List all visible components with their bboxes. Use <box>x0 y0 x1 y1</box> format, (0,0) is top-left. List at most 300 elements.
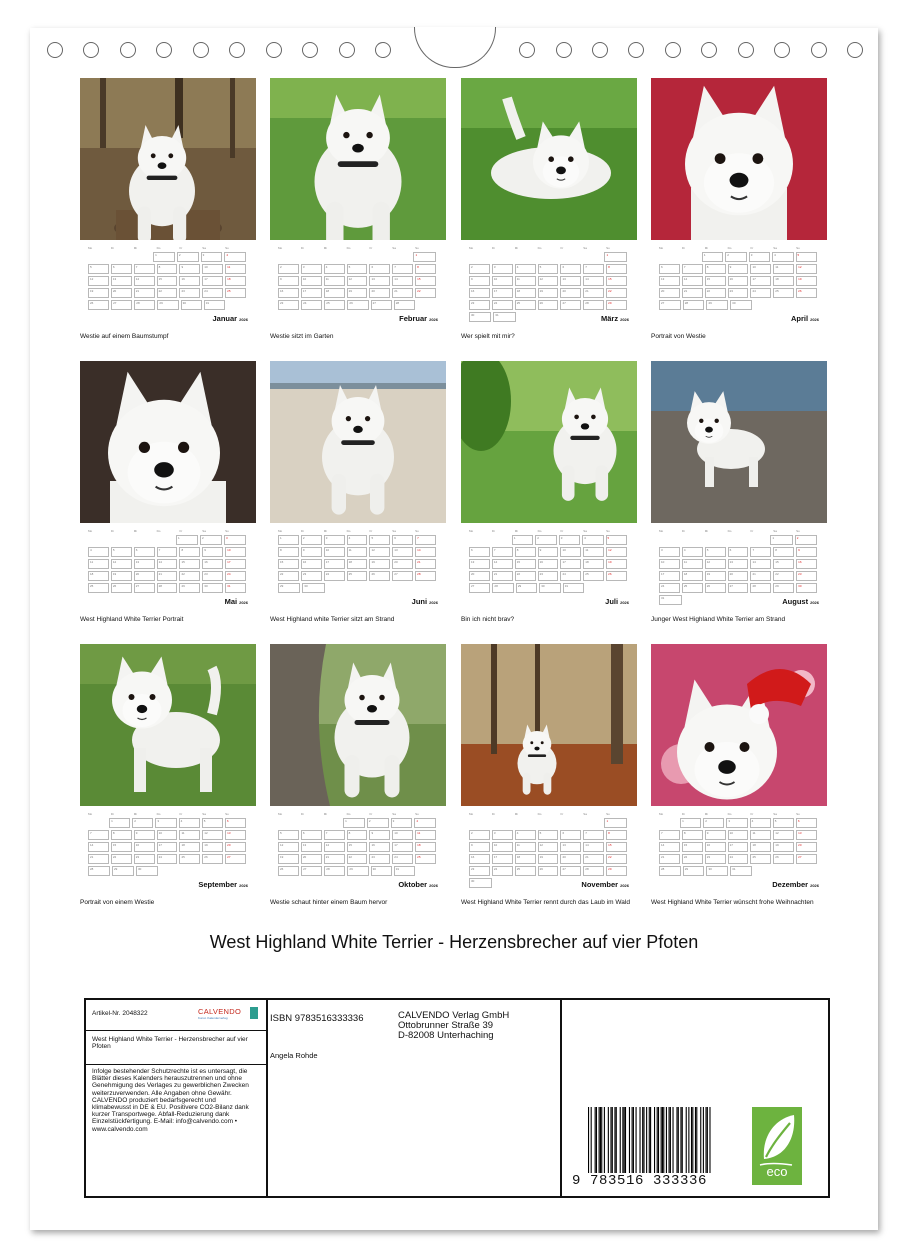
day-cell: 10 <box>301 276 322 286</box>
weekday-label: Di <box>110 246 114 250</box>
day-cell: 23 <box>301 571 322 581</box>
dog-photo <box>651 78 827 240</box>
day-cell: 10 <box>728 830 749 840</box>
day-cell: 23 <box>179 288 200 298</box>
day-cell <box>540 312 560 322</box>
day-cell: 1 <box>109 818 130 828</box>
day-cell: 3 <box>492 830 513 840</box>
calendar-title: West Highland White Terrier - Herzensbrecher auf vier Pfoten <box>209 932 699 952</box>
day-cell: 24 <box>750 288 771 298</box>
eco-label: eco <box>766 1164 788 1179</box>
weekday-label: So <box>796 529 800 533</box>
author: Angela Rohde <box>270 1051 318 1060</box>
day-cell: 20 <box>728 571 749 581</box>
day-cell: 28 <box>88 866 110 876</box>
day-cell: 15 <box>773 559 794 569</box>
binding-ring <box>266 42 282 58</box>
day-cell: 1 <box>343 818 365 828</box>
day-cell: 25 <box>583 571 604 581</box>
day-cell: 9 <box>705 830 726 840</box>
month-calendar-grid <box>659 812 819 877</box>
month-calendar-grid <box>659 246 819 311</box>
day-cell: 22 <box>347 854 368 864</box>
month-calendar-grid <box>469 529 629 594</box>
day-cell: 8 <box>111 830 132 840</box>
day-cell: 31 <box>493 312 515 322</box>
day-cell: 9 <box>202 547 223 557</box>
weekday-label: Do <box>156 246 161 250</box>
article-number: 2048322 <box>122 1010 148 1017</box>
day-cell: 21 <box>157 571 178 581</box>
day-cell: 16 <box>202 559 223 569</box>
binding-ring <box>339 42 355 58</box>
day-cell: 30 <box>469 312 491 322</box>
day-cell: 19 <box>796 276 817 286</box>
day-cell: 10 <box>659 559 680 569</box>
day-cell: 16 <box>469 288 490 298</box>
day-cell: 7 <box>659 830 680 840</box>
binding-ring <box>847 42 863 58</box>
day-cell: 2 <box>132 818 153 828</box>
day-cell: 21 <box>682 288 703 298</box>
day-cell: 8 <box>415 264 436 274</box>
day-cell: 17 <box>728 842 749 852</box>
binding-ring <box>519 42 535 58</box>
day-cell: 19 <box>773 842 794 852</box>
day-cell <box>301 252 322 262</box>
day-cell: 4 <box>88 547 109 557</box>
photo-caption: Westie sitzt im Garten <box>270 333 334 340</box>
day-cell: 2 <box>367 818 389 828</box>
day-cell: 17 <box>202 276 223 286</box>
day-cell: 29 <box>773 583 794 593</box>
weekday-label: Do <box>537 529 542 533</box>
day-cell: 18 <box>347 559 368 569</box>
day-cell <box>754 300 774 310</box>
weekday-label: Mo <box>659 246 664 250</box>
month-name: Oktober 2026 <box>398 880 438 889</box>
day-cell: 6 <box>225 818 246 828</box>
day-cell: 11 <box>515 276 536 286</box>
day-cell: 10 <box>202 264 223 274</box>
weekday-label: Mo <box>659 529 664 533</box>
day-cell: 29 <box>179 583 200 593</box>
day-cell: 30 <box>136 866 158 876</box>
day-cell: 4 <box>682 547 703 557</box>
day-cell: 7 <box>583 264 604 274</box>
day-cell: 26 <box>606 571 627 581</box>
day-cell <box>797 300 817 310</box>
day-cell: 1 <box>604 252 627 262</box>
dog-photo <box>270 644 446 806</box>
day-cell: 15 <box>179 559 200 569</box>
dog-photo <box>461 78 637 240</box>
day-cell <box>751 595 772 605</box>
day-cell: 25 <box>324 300 345 310</box>
day-cell: 6 <box>301 830 322 840</box>
day-cell: 10 <box>560 547 581 557</box>
weekday-label: Di <box>491 246 495 250</box>
day-cell <box>416 583 436 593</box>
day-cell: 19 <box>538 854 559 864</box>
dog-photo <box>651 361 827 523</box>
weekday-label: Sa <box>392 246 396 250</box>
day-cell: 12 <box>606 547 627 557</box>
weekday-label: So <box>225 246 229 250</box>
day-cell: 26 <box>202 854 223 864</box>
photo-caption: West Highland white Terrier sitzt am Strand <box>270 616 395 623</box>
day-cell <box>776 866 796 876</box>
day-cell <box>110 535 130 545</box>
day-cell: 23 <box>728 288 749 298</box>
day-cell: 5 <box>88 264 109 274</box>
day-cell: 14 <box>157 559 178 569</box>
day-cell: 2 <box>469 830 490 840</box>
day-cell: 20 <box>560 854 581 864</box>
day-cell: 25 <box>415 854 436 864</box>
day-cell: 26 <box>705 583 726 593</box>
day-cell: 26 <box>278 866 299 876</box>
photo-caption: Wer spielt mit mir? <box>461 333 515 340</box>
weekday-label: Di <box>681 246 685 250</box>
dog-photo <box>270 78 446 240</box>
weekday-label: Fr <box>369 812 373 816</box>
month-name: November 2026 <box>581 880 629 889</box>
weekday-label: Di <box>681 529 685 533</box>
day-cell: 12 <box>278 842 299 852</box>
day-cell: 27 <box>560 300 581 310</box>
weekday-label: Mi <box>704 812 708 816</box>
day-cell: 23 <box>202 571 223 581</box>
day-cell: 7 <box>324 830 345 840</box>
day-cell: 28 <box>683 300 705 310</box>
weekday-label: Mi <box>323 246 327 250</box>
day-cell: 7 <box>88 830 109 840</box>
day-cell: 20 <box>659 288 680 298</box>
day-cell: 6 <box>728 547 749 557</box>
day-cell: 15 <box>157 276 178 286</box>
day-cell: 19 <box>278 854 299 864</box>
month-calendar-grid <box>278 246 438 311</box>
day-cell: 3 <box>201 252 223 262</box>
day-cell <box>704 535 724 545</box>
day-cell: 27 <box>301 866 322 876</box>
dog-photo <box>80 78 256 240</box>
month-name: August 2026 <box>782 597 819 606</box>
day-cell <box>368 252 389 262</box>
day-cell: 6 <box>392 535 413 545</box>
day-cell: 12 <box>773 830 794 840</box>
day-cell: 13 <box>369 276 390 286</box>
weekday-label: So <box>796 812 800 816</box>
day-cell: 2 <box>278 264 299 274</box>
day-cell: 8 <box>682 830 703 840</box>
day-cell: 29 <box>278 583 300 593</box>
day-cell: 2 <box>200 535 222 545</box>
day-cell: 18 <box>88 571 109 581</box>
day-cell: 14 <box>583 842 604 852</box>
day-cell: 20 <box>469 571 490 581</box>
day-cell <box>154 535 174 545</box>
weekday-label: Sa <box>392 529 396 533</box>
day-cell: 4 <box>179 818 200 828</box>
photo-caption: Westie schaut hinter einem Baum hervor <box>270 899 388 906</box>
day-cell: 19 <box>202 842 223 852</box>
day-cell: 24 <box>157 854 178 864</box>
day-cell: 11 <box>773 264 794 274</box>
weekday-label: Di <box>300 529 304 533</box>
weekday-label: Mi <box>133 812 137 816</box>
day-cell: 20 <box>392 559 413 569</box>
day-cell: 3 <box>224 535 246 545</box>
day-cell <box>494 878 515 888</box>
weekday-label: So <box>415 529 419 533</box>
day-cell: 22 <box>606 288 627 298</box>
day-cell: 31 <box>659 595 682 605</box>
day-cell <box>582 818 603 828</box>
day-cell: 19 <box>88 288 109 298</box>
day-cell: 4 <box>750 818 771 828</box>
day-cell: 24 <box>202 288 223 298</box>
weekday-label: Fr <box>750 529 754 533</box>
day-cell <box>514 818 535 828</box>
day-cell: 18 <box>750 842 771 852</box>
weekday-label: Di <box>110 812 114 816</box>
weekday-label: Do <box>727 812 732 816</box>
binding-ring <box>592 42 608 58</box>
dog-photo <box>270 361 446 523</box>
day-cell: 7 <box>583 830 604 840</box>
day-cell: 31 <box>204 300 225 310</box>
day-cell: 10 <box>750 264 771 274</box>
day-cell: 29 <box>157 300 178 310</box>
day-cell: 23 <box>538 571 559 581</box>
day-cell: 23 <box>796 571 817 581</box>
day-cell: 20 <box>111 288 132 298</box>
weekday-label: Do <box>346 812 351 816</box>
day-cell: 5 <box>202 818 223 828</box>
weekday-label: Fr <box>750 812 754 816</box>
day-cell: 30 <box>371 866 392 876</box>
day-cell <box>371 583 391 593</box>
weekday-label: Sa <box>202 529 206 533</box>
day-cell: 2 <box>535 535 556 545</box>
day-cell: 6 <box>659 264 680 274</box>
weekday-label: Fr <box>750 246 754 250</box>
day-cell <box>729 595 750 605</box>
day-cell <box>726 535 746 545</box>
day-cell: 22 <box>278 571 299 581</box>
weekday-label: Mi <box>704 529 708 533</box>
day-cell: 10 <box>492 276 513 286</box>
day-cell: 18 <box>225 276 246 286</box>
weekday-label: Do <box>537 812 542 816</box>
day-cell: 2 <box>177 252 199 262</box>
day-cell: 4 <box>772 252 793 262</box>
day-cell: 25 <box>179 854 200 864</box>
day-cell: 19 <box>538 288 559 298</box>
photo-caption: Bin ich nicht brav? <box>461 616 515 623</box>
day-cell: 5 <box>705 547 726 557</box>
day-cell: 25 <box>225 288 246 298</box>
photo-caption: West Highland White Terrier Portrait <box>80 616 184 623</box>
weekday-label: Fr <box>369 246 373 250</box>
day-cell: 25 <box>347 571 368 581</box>
day-cell: 6 <box>369 264 390 274</box>
weekday-label: Mo <box>469 529 474 533</box>
day-cell: 14 <box>682 276 703 286</box>
day-cell: 12 <box>111 559 132 569</box>
day-cell: 27 <box>392 571 413 581</box>
day-cell: 28 <box>157 583 178 593</box>
day-cell: 18 <box>682 571 703 581</box>
day-cell <box>561 878 582 888</box>
day-cell: 10 <box>492 842 513 852</box>
day-cell: 1 <box>770 535 792 545</box>
day-cell <box>776 300 796 310</box>
weekday-label: Mi <box>514 246 518 250</box>
day-cell: 9 <box>134 830 155 840</box>
isbn-barcode <box>588 1107 714 1173</box>
weekday-label: Sa <box>773 529 777 533</box>
barcode-digits: 9 783516 333336 <box>572 1173 708 1189</box>
day-cell: 6 <box>796 818 817 828</box>
photo-caption: Westie auf einem Baumstumpf <box>80 333 169 340</box>
binding-ring <box>156 42 172 58</box>
day-cell: 14 <box>134 276 155 286</box>
day-cell <box>469 818 490 828</box>
day-cell: 26 <box>111 583 132 593</box>
day-cell: 8 <box>515 547 536 557</box>
day-cell: 8 <box>278 547 299 557</box>
day-cell: 16 <box>705 842 726 852</box>
day-cell: 16 <box>369 842 390 852</box>
weekday-label: Mi <box>704 246 708 250</box>
day-cell: 25 <box>88 583 109 593</box>
day-cell: 25 <box>750 854 771 864</box>
day-cell: 18 <box>515 854 536 864</box>
day-cell: 1 <box>604 818 627 828</box>
weekday-label: Mi <box>514 529 518 533</box>
day-cell <box>539 878 560 888</box>
day-cell: 24 <box>728 854 749 864</box>
day-cell: 20 <box>134 571 155 581</box>
day-cell: 28 <box>324 866 345 876</box>
weekday-label: Mo <box>278 812 283 816</box>
day-cell: 19 <box>369 559 390 569</box>
day-cell: 15 <box>606 276 627 286</box>
day-cell: 30 <box>539 583 560 593</box>
weekday-label: Do <box>156 812 161 816</box>
day-cell: 27 <box>560 866 581 876</box>
legal-notice: Infolge bestehender Schutzrechte ist es untersagt, die Blätter dieses Kalenders herauszutrennen und ohne Genehmigung des Verlages zu gewerblichen Zwecken weiterzuverwenden. Alle Angaben ohne Gewähr. CALVENDO produziert bedarfsgerecht und klimabewusst in DE & EU. Positivere CO2-Bilanz dank kurzer Transportwege. Abfall-Reduzierung dank Einzelstückfertigung. E-Mail: info@calvendo.com • www.calvendo.com <box>92 1068 249 1133</box>
day-cell <box>559 252 580 262</box>
month-name: April 2026 <box>791 314 819 323</box>
day-cell: 31 <box>394 866 415 876</box>
day-cell: 7 <box>750 547 771 557</box>
weekday-label: Sa <box>773 812 777 816</box>
day-cell <box>132 535 152 545</box>
weekday-label: Do <box>346 529 351 533</box>
day-cell: 23 <box>369 854 390 864</box>
day-cell: 14 <box>415 547 436 557</box>
day-cell: 24 <box>492 300 513 310</box>
weekday-label: Do <box>346 246 351 250</box>
day-cell: 21 <box>392 288 413 298</box>
day-cell: 3 <box>559 535 580 545</box>
day-cell: 14 <box>659 842 680 852</box>
day-cell: 24 <box>492 866 513 876</box>
day-cell: 27 <box>728 583 749 593</box>
day-cell <box>417 866 436 876</box>
month-name: Januar 2026 <box>212 314 248 323</box>
day-cell: 8 <box>347 830 368 840</box>
day-cell: 11 <box>324 276 345 286</box>
dog-photo <box>80 361 256 523</box>
day-cell: 8 <box>179 547 200 557</box>
day-cell: 26 <box>88 300 109 310</box>
day-cell <box>490 535 509 545</box>
weekday-label: Fr <box>560 812 564 816</box>
weekday-label: Mo <box>469 246 474 250</box>
day-cell: 29 <box>606 866 627 876</box>
day-cell: 11 <box>682 559 703 569</box>
weekday-label: Mi <box>323 812 327 816</box>
day-cell: 27 <box>371 300 392 310</box>
day-cell: 30 <box>181 300 202 310</box>
footer-col-info <box>86 1000 268 1196</box>
weekday-label: So <box>415 812 419 816</box>
month-name: Juni 2026 <box>411 597 438 606</box>
day-cell: 13 <box>560 276 581 286</box>
day-cell: 10 <box>392 830 413 840</box>
day-cell: 5 <box>538 830 559 840</box>
day-cell <box>393 583 413 593</box>
day-cell: 17 <box>659 571 680 581</box>
day-cell: 5 <box>796 252 817 262</box>
month-name: Februar 2026 <box>399 314 438 323</box>
binding-ring <box>738 42 754 58</box>
day-cell: 19 <box>347 288 368 298</box>
photo-caption: Portrait von Westie <box>651 333 706 340</box>
day-cell: 5 <box>538 264 559 274</box>
day-cell: 18 <box>415 842 436 852</box>
day-cell: 26 <box>369 571 390 581</box>
day-cell: 4 <box>515 264 536 274</box>
weekday-label: Sa <box>773 246 777 250</box>
weekday-label: Mo <box>88 246 93 250</box>
day-cell: 13 <box>111 276 132 286</box>
day-cell: 1 <box>176 535 198 545</box>
day-cell: 16 <box>469 854 490 864</box>
weekday-label: Do <box>727 529 732 533</box>
month-calendar-grid <box>88 529 248 594</box>
binding-ring <box>556 42 572 58</box>
day-cell: 24 <box>659 583 680 593</box>
isbn: ISBN 9783516333336 <box>270 1013 364 1024</box>
day-cell: 27 <box>796 854 817 864</box>
day-cell: 3 <box>749 252 770 262</box>
weekday-label: Mo <box>659 812 664 816</box>
weekday-label: Do <box>537 246 542 250</box>
weekday-label: Mo <box>469 812 474 816</box>
month-name: Juli 2026 <box>605 597 629 606</box>
day-cell: 22 <box>705 288 726 298</box>
weekday-label: Mi <box>514 812 518 816</box>
day-cell: 8 <box>157 264 178 274</box>
day-cell <box>469 535 488 545</box>
day-cell: 22 <box>415 288 436 298</box>
